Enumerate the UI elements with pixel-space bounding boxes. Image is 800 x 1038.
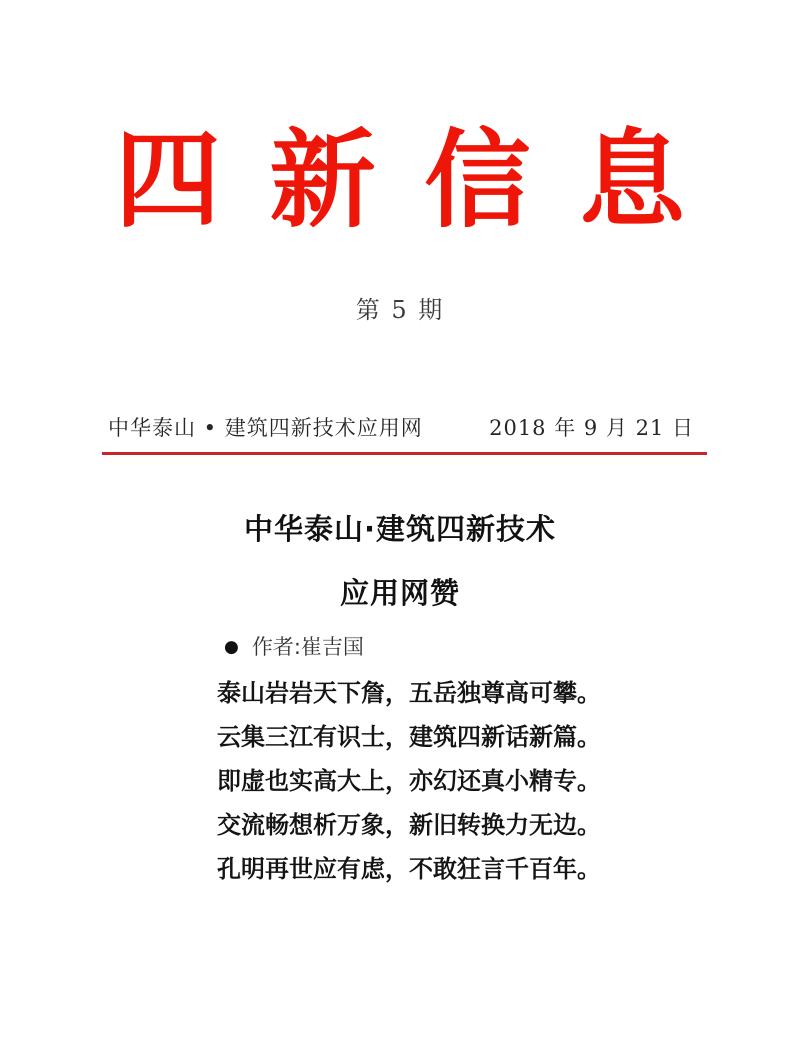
masthead — [0, 0, 800, 242]
poem-line: 交流畅想析万象，新旧转换力无边。 — [217, 810, 601, 840]
article-title-line-1: 中华泰山·建筑四新技术 — [243, 512, 557, 547]
issue-date: 2018 年 9 月 21 日 — [489, 416, 694, 441]
poem-line: 云集三江有识士，建筑四新话新篇。 — [217, 722, 601, 752]
poem-line: 泰山岩岩天下詹，五岳独尊高可攀。 — [217, 678, 601, 708]
poem — [217, 671, 800, 891]
masthead-title: 四新信息 — [114, 117, 734, 242]
author-row — [224, 633, 800, 661]
article-title-line-2: 应用网赞 — [339, 576, 460, 611]
site-name: 中华泰山 • 建筑四新技术应用网 — [108, 416, 423, 441]
poem-line: 孔明再世应有虑，不敢狂言千百年。 — [217, 854, 601, 884]
poem-line: 即虚也实高大上，亦幻还真小精专。 — [217, 766, 601, 796]
issue-number: 第 5 期 — [355, 296, 445, 325]
author-label: 作者:崔吉国 — [251, 635, 364, 660]
header-divider-rule — [102, 452, 707, 455]
header-row — [108, 413, 694, 443]
bullet-icon: ● — [224, 636, 239, 657]
